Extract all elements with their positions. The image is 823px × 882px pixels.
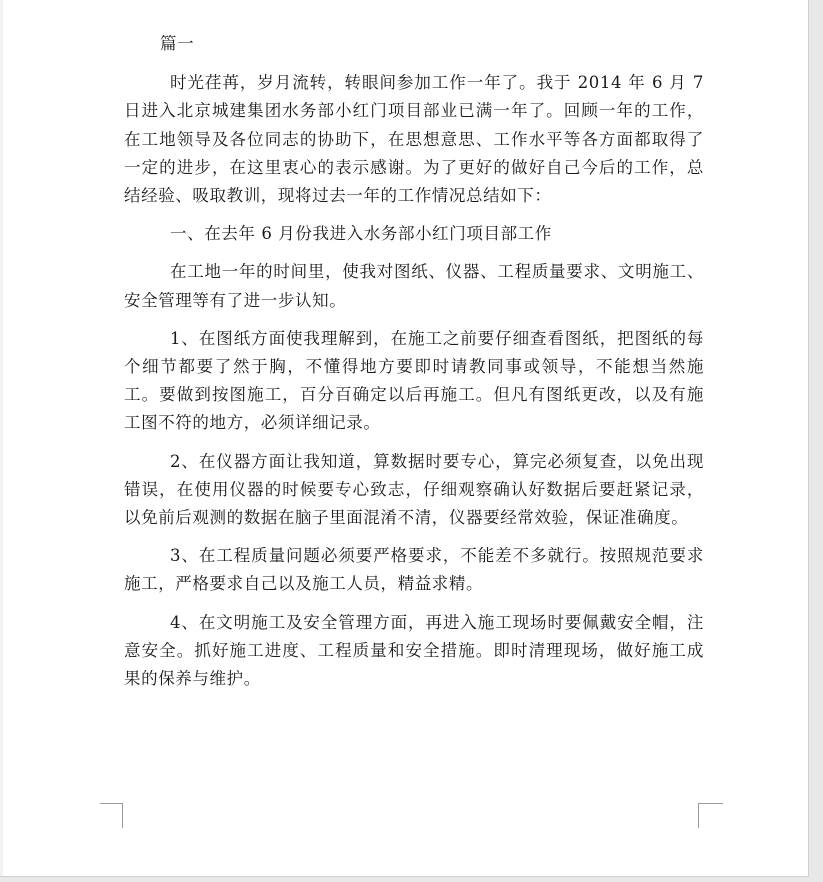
margin-corner-mark-left	[100, 803, 123, 828]
margin-corner-mark-right	[698, 803, 723, 828]
paragraph-item-3: 3、在工程质量问题必须要严格要求，不能差不多就行。按照规范要求施工，严格要求自己以及施工人员，精益求精。	[124, 546, 704, 594]
paragraph-item-1: 1、在图纸方面使我理解到，在施工之前要仔细查看图纸，把图纸的每个细节都要了然于胸，不懂得地方要即时请教同事或领导，不能想当然施工。要做到按图施工，百分百确定以后再施工。但凡有图纸更改，以及有施工图不符的地方，必须详细记录。	[124, 328, 704, 433]
section-heading: 篇一	[160, 34, 195, 53]
paragraph-item-4: 4、在文明施工及安全管理方面，再进入施工现场时要佩戴安全帽，注意安全。抓好施工进度、工程质量和安全措施。即时清理现场，做好施工成果的保养与维护。	[124, 612, 704, 689]
paragraph-overview: 在工地一年的时间里，使我对图纸、仪器、工程质量要求、文明施工、安全管理等有了进一步认知。	[124, 262, 704, 310]
paragraph-intro: 时光荏苒，岁月流转，转眼间参加工作一年了。我于 2014 年 6 月 7 日进入北京城建集团水务部小红门项目部业已满一年了。回顾一年的工作，在工地领导及各位同志的协助下，在思想意思、工作水平等各方面都取得了一定的进步，在这里衷心的表示感谢。为了更好的做好自己今后的工作，总结经验、吸取教训，现将过去一年的工作情况总结如下：	[124, 73, 704, 206]
page-edge	[0, 0, 3, 876]
document-body[interactable]	[124, 30, 704, 703]
paragraph-item-2: 2、在仪器方面让我知道，算数据时要专心，算完必须复查，以免出现错误，在使用仪器的时候要专心致志，仔细观察确认好数据后要赶紧记录，以免前后观测的数据在脑子里面混淆不清，仪器要经常效验，保证准确度。	[124, 451, 704, 528]
paragraph-section-one: 一、在去年 6 月份我进入水务部小红门项目部工作	[170, 224, 552, 244]
